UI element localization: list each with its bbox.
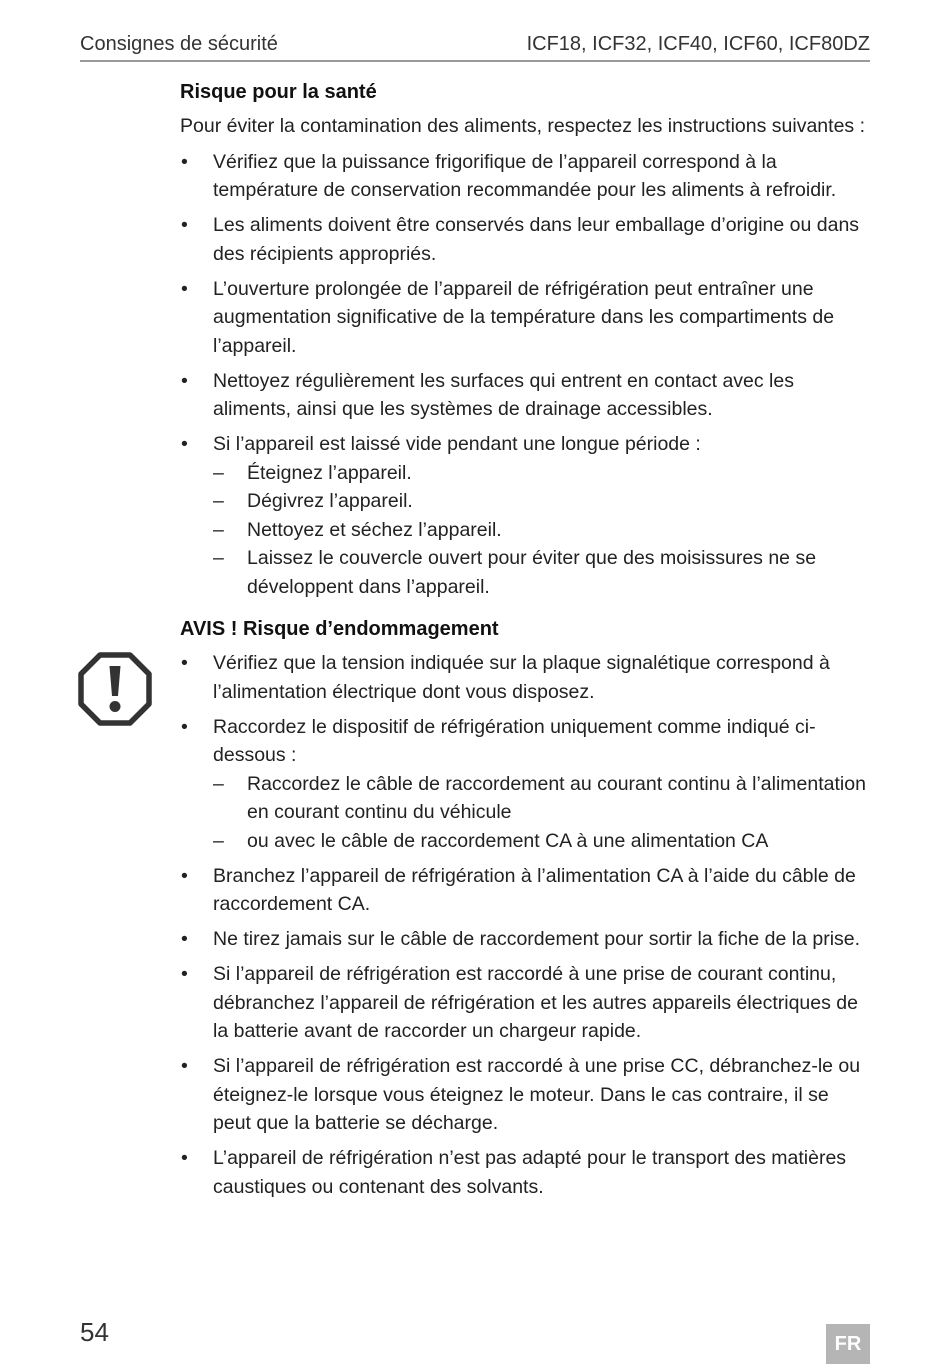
dash-glyph: –: [213, 829, 224, 852]
header-model-list: ICF18, ICF32, ICF40, ICF60, ICF80DZ: [526, 33, 870, 55]
sub-list-item-text: Laissez le couvercle ouvert pour éviter que des moisissures ne se développent dans l’appareil.: [247, 547, 817, 598]
bullet-glyph: •: [181, 277, 188, 300]
list-item-text: Raccordez le dispositif de réfrigération uniquement comme indiqué ci-dessous :: [213, 715, 816, 766]
main-content: [180, 78, 870, 1208]
list-item-text: Branchez l’appareil de réfrigération à l’alimentation CA à l’aide du câble de raccordement CA.: [213, 864, 856, 915]
list-item: [180, 211, 870, 268]
dash-glyph: –: [213, 490, 224, 512]
list-item: [180, 862, 870, 919]
health-risk-intro: Pour éviter la contamination des aliments, respectez les instructions suivantes :: [180, 115, 865, 137]
list-item-text: Nettoyez régulièrement les surfaces qui entrent en contact avec les aliments, ainsi que les systèmes de drainage accessibles.: [213, 369, 794, 420]
sub-list-item-text: ou avec le câble de raccordement CA à une alimentation CA: [247, 829, 769, 852]
list-item: [180, 148, 870, 205]
sub-list: [213, 459, 870, 602]
list-item: [180, 1144, 870, 1201]
header-section-title: Consignes de sécurité: [80, 33, 278, 55]
list-item: [180, 367, 870, 424]
list-item: [180, 1052, 870, 1138]
bullet-glyph: •: [181, 1055, 188, 1077]
damage-risk-list: [180, 649, 870, 1201]
list-item: [180, 649, 870, 706]
list-item-text: L’ouverture prolongée de l’appareil de réfrigération peut entraîner une augmentation significative de la température dans les compartiments de l’appareil.: [213, 277, 835, 357]
language-badge: FR: [826, 1324, 870, 1364]
sub-list-item-text: Dégivrez l’appareil.: [247, 490, 413, 512]
list-item: [180, 960, 870, 1046]
damage-risk-section: [180, 615, 870, 1201]
bullet-glyph: •: [181, 652, 188, 674]
sub-list-item: [213, 770, 870, 827]
bullet-glyph: •: [181, 963, 188, 985]
warning-octagon-icon: [78, 652, 152, 726]
dash-glyph: –: [213, 772, 224, 795]
list-item: [180, 925, 870, 954]
list-item: [180, 275, 870, 361]
list-item-text: Vérifiez que la tension indiquée sur la plaque signalétique correspond à l’alimentation électrique dont vous disposez.: [213, 652, 830, 703]
list-item-text: Ne tirez jamais sur le câble de raccordement pour sortir la fiche de la prise.: [213, 928, 861, 950]
sub-list-item: [213, 827, 870, 856]
bullet-glyph: •: [181, 864, 188, 887]
sub-list: [213, 770, 870, 856]
sub-list-item: [213, 516, 870, 545]
dash-glyph: –: [213, 461, 224, 484]
page-header: [80, 30, 870, 62]
dash-glyph: –: [213, 518, 224, 541]
list-item-text: Vérifiez que la puissance frigorifique de l’appareil correspond à la température de conservation recommandée pour les aliments à refroidir.: [213, 150, 837, 201]
list-item: [180, 430, 870, 601]
sub-list-item-text: Nettoyez et séchez l’appareil.: [247, 518, 502, 541]
sub-list-item-text: Éteignez l’appareil.: [247, 461, 412, 484]
bullet-glyph: •: [181, 369, 188, 392]
list-item-text: Les aliments doivent être conservés dans leur emballage d’origine ou dans des récipients appropriés.: [213, 214, 860, 265]
list-item-text: Si l’appareil de réfrigération est raccordé à une prise CC, débranchez-le ou éteignez-le lorsque vous éteignez le moteur. Dans le cas contraire, il se peut que la batterie se décharge.: [213, 1055, 861, 1134]
health-risk-list: [180, 148, 870, 602]
sub-list-item: [213, 544, 870, 601]
bullet-glyph: •: [181, 433, 188, 455]
sub-list-item-text: Raccordez le câble de raccordement au courant continu à l’alimentation en courant continu du véhicule: [247, 772, 866, 823]
list-item-text: L’appareil de réfrigération n’est pas adapté pour le transport des matières caustiques ou contenant des solvants.: [213, 1147, 847, 1198]
sub-list-item: [213, 487, 870, 516]
bullet-glyph: •: [181, 715, 188, 738]
bullet-glyph: •: [181, 150, 188, 173]
bullet-glyph: •: [181, 214, 188, 236]
dash-glyph: –: [213, 547, 224, 569]
bullet-glyph: •: [181, 1147, 188, 1169]
health-risk-title: Risque pour la santé: [180, 81, 377, 103]
damage-risk-title: AVIS ! Risque d’endommagement: [180, 618, 499, 640]
list-item-text: Si l’appareil de réfrigération est raccordé à une prise de courant continu, débranchez l’appareil de réfrigération et les autres appareils électriques de la batterie avant de raccorder un chargeur rapide.: [213, 963, 858, 1042]
page-number: 54: [80, 1317, 109, 1347]
list-item: [180, 713, 870, 856]
sub-list-item: [213, 459, 870, 488]
bullet-glyph: •: [181, 928, 188, 950]
health-risk-section: [180, 78, 870, 601]
list-item-text: Si l’appareil est laissé vide pendant une longue période :: [213, 433, 701, 455]
